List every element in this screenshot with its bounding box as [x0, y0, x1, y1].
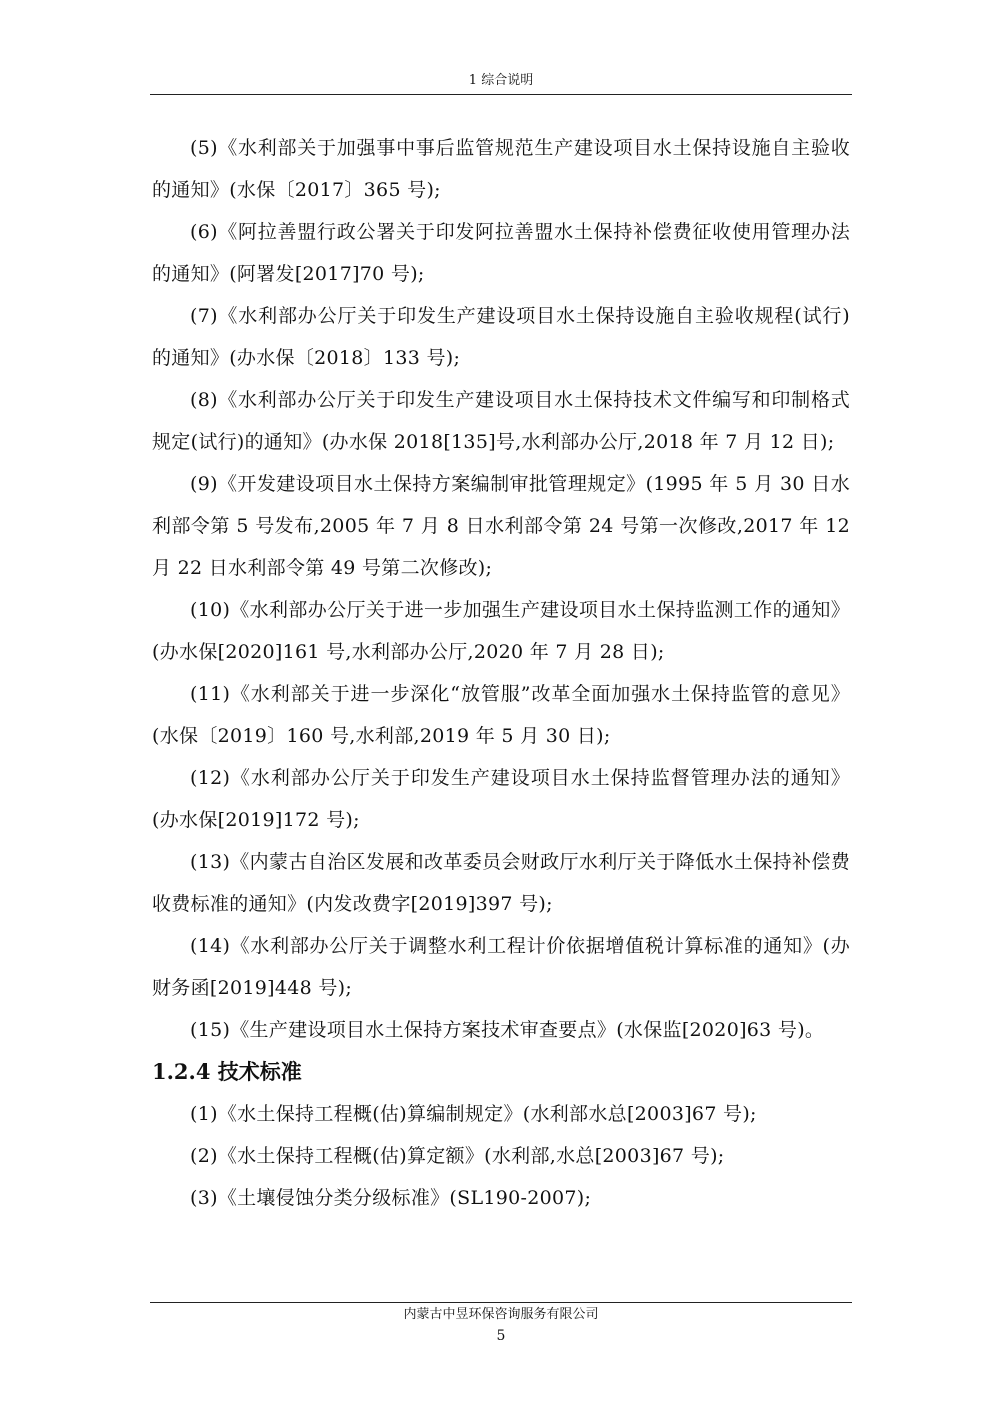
section-heading: 1.2.4 技术标准 — [152, 1059, 302, 1084]
regulation-item: (13)《内蒙古自治区发展和改革委员会财政厅水利厅关于降低水土保持补偿费收费标准的通知》(内发改费字[2019]397 号); — [152, 851, 850, 915]
regulation-item: (7)《水利部办公厅关于印发生产建设项目水土保持设施自主验收规程(试行)的通知》(办水保〔2018〕133 号); — [152, 305, 850, 369]
regulation-item: (14)《水利部办公厅关于调整水利工程计价依据增值税计算标准的通知》(办财务函[2019]448 号); — [152, 935, 850, 999]
footer-company: 内蒙古中昱环保咨询服务有限公司 — [403, 1307, 599, 1322]
regulation-item: (12)《水利部办公厅关于印发生产建设项目水土保持监督管理办法的通知》(办水保[2019]172 号); — [152, 767, 850, 831]
header-divider — [150, 94, 852, 95]
standard-item: (2)《水土保持工程概(估)算定额》(水利部,水总[2003]67 号); — [190, 1145, 725, 1167]
regulation-item: (11)《水利部关于进一步深化“放管服”改革全面加强水土保持监管的意见》(水保〔2019〕160 号,水利部,2019 年 5 月 30 日); — [152, 683, 850, 747]
regulation-item: (9)《开发建设项目水土保持方案编制审批管理规定》(1995 年 5 月 30 日水利部令第 5 号发布,2005 年 7 月 8 日水利部令第 24 号第一次修改,2017 年 12 月 22 日水利部令第 49 号第二次修改); — [152, 473, 850, 579]
page-number: 5 — [496, 1328, 506, 1344]
standard-item: (3)《土壤侵蚀分类分级标准》(SL190-2007); — [190, 1187, 592, 1209]
footer-divider — [150, 1302, 852, 1303]
regulation-item: (10)《水利部办公厅关于进一步加强生产建设项目水土保持监测工作的通知》(办水保[2020]161 号,水利部办公厅,2020 年 7 月 28 日); — [152, 599, 850, 663]
regulation-item: (15)《生产建设项目水土保持方案技术审查要点》(水保监[2020]63 号)。 — [190, 1019, 825, 1041]
document-body — [152, 127, 850, 1219]
regulation-item: (5)《水利部关于加强事中事后监管规范生产建设项目水土保持设施自主验收的通知》(水保〔2017〕365 号); — [152, 137, 850, 201]
regulation-item: (8)《水利部办公厅关于印发生产建设项目水土保持技术文件编写和印制格式规定(试行)的通知》(办水保 2018[135]号,水利部办公厅,2018 年 7 月 12 日); — [152, 389, 850, 453]
page-header-title: 1 综合说明 — [468, 73, 534, 88]
regulation-item: (6)《阿拉善盟行政公署关于印发阿拉善盟水土保持补偿费征收使用管理办法的通知》(阿署发[2017]70 号); — [152, 221, 850, 285]
standard-item: (1)《水土保持工程概(估)算编制规定》(水利部水总[2003]67 号); — [190, 1103, 757, 1125]
